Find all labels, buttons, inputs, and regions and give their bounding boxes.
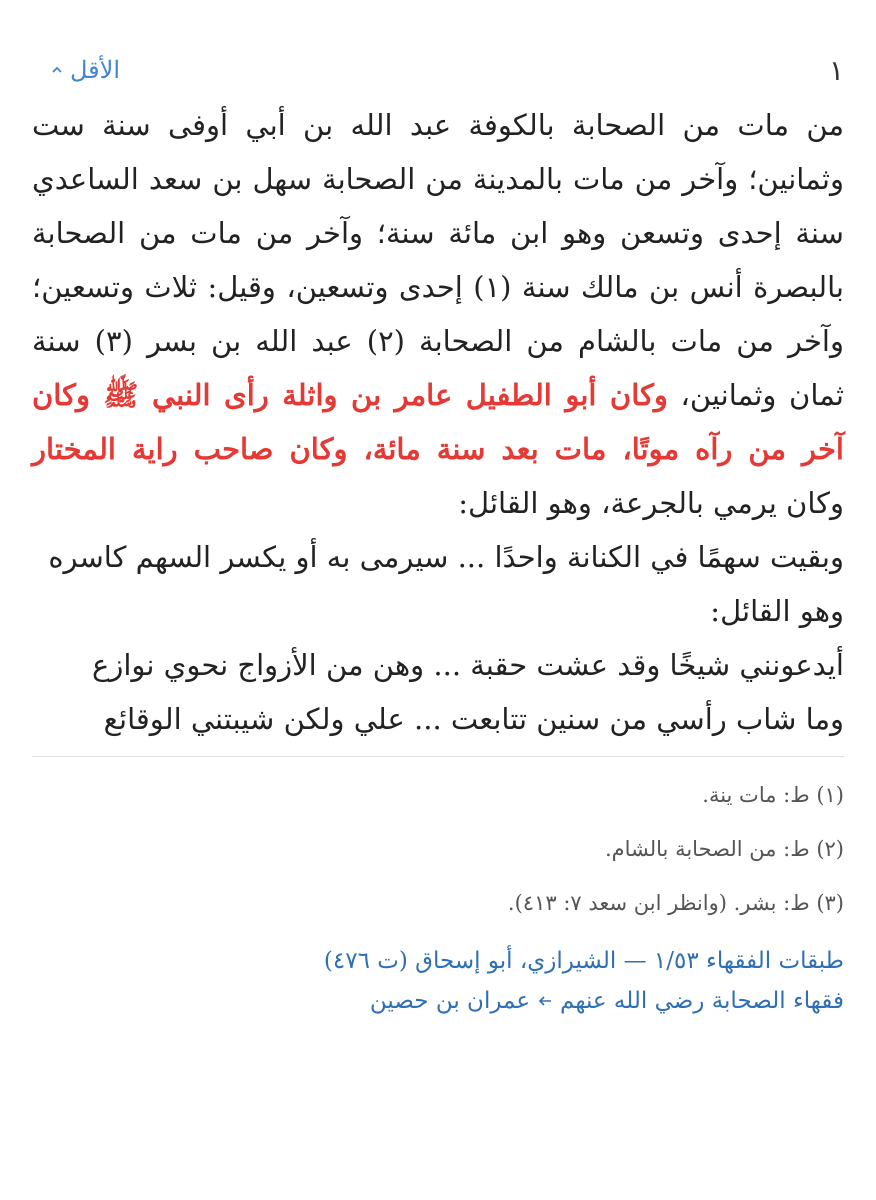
source-navigation [32, 981, 844, 1021]
source-book-link[interactable]: طبقات الفقهاء ١/٥٣ — الشيرازي، أبو إسحاق (ت ٤٧٦) [323, 948, 844, 974]
highlighted-segment: وكان أبو الطفيل عامر بن واثلة رأى النبي ﷺ وكان آخر من رآه موتًا، مات بعد سنة مائة، وكان صاحب راية المختار [32, 378, 844, 466]
verse-line: أيدعونني شيخًا وقد عشت حقبة ... وهن من الأزواج نحوي نوازع [92, 648, 844, 682]
next-entry-link[interactable]: عمران بن حصين [369, 988, 531, 1014]
show-less-toggle[interactable] [52, 56, 120, 84]
paragraph-segment: من مات من الصحابة بالكوفة عبد الله بن أبي أوفى سنة ست وثمانين؛ وآخر من مات بالمدينة من الصحابة سهل بن سعد الساعدي سنة إحدى وتسعن وهو ابن مائة سنة؛ وآخر من مات من الصحابة بالبصرة أنس بن مالك سنة (١) إحدى وتسعين، وقيل: ثلاث وتسعين؛ وآخر من مات بالشام من الصحابة (٢) عبد الله بن بسر (٣) سنة ثمان وثمانين، [32, 108, 845, 412]
arrow-left-icon [538, 995, 552, 1007]
source-block [32, 941, 844, 1021]
topbar [32, 52, 844, 92]
page-number: ١ [828, 54, 844, 87]
show-less-label: الأقل [70, 56, 121, 84]
paragraph-segment: وكان يرمي بالجرعة، وهو القائل: [458, 486, 844, 520]
footnotes [32, 773, 844, 925]
footnote: (٣) ط: بشر. (وانظر ابن سعد ٧: ٤١٣). [507, 891, 844, 915]
verse-intro: وهو القائل: [710, 594, 844, 628]
footnote: (٢) ط: من الصحابة بالشام. [604, 837, 844, 861]
chapter-link[interactable]: فقهاء الصحابة رضي الله عنهم [560, 988, 844, 1014]
divider [32, 756, 844, 757]
chevron-up-icon [52, 65, 62, 75]
verse-line: وبقيت سهمًا في الكنانة واحدًا ... سيرمى به أو يكسر السهم كاسره [48, 540, 844, 574]
verse-line: وما شاب رأسي من سنين تتابعت ... علي ولكن شيبتني الوقائع [103, 702, 844, 736]
main-paragraph [32, 98, 844, 530]
footnote: (١) ط: مات ينة. [702, 783, 844, 807]
